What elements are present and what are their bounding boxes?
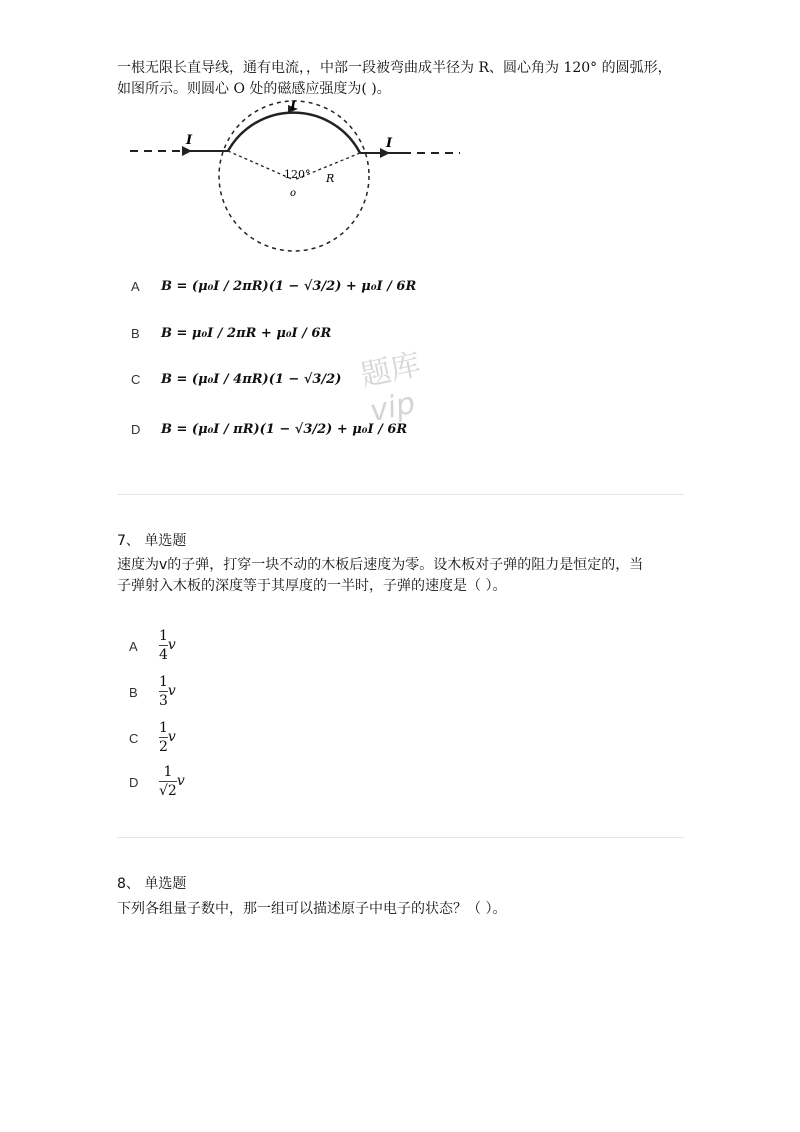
option-letter: D — [131, 422, 141, 437]
q6-stem-line2: 如图所示。则圆心 O 处的磁感应强度为( )。 — [117, 81, 391, 97]
q6-option-b[interactable] — [131, 318, 391, 354]
option-letter: C — [131, 372, 141, 387]
q7-stem — [117, 555, 697, 597]
option-value — [159, 674, 176, 709]
label-current-right: I — [386, 136, 393, 151]
q6-stem-line1: 一根无限长直导线，通有电流，，中部一段被弯曲成半径为 R、圆心角为 120° 的圆弧形， — [117, 60, 672, 76]
q7-header: 7、 单选题 — [117, 533, 187, 549]
q7-option-b[interactable] — [129, 674, 249, 714]
option-letter: C — [129, 731, 139, 746]
option-letter: B — [131, 326, 140, 341]
q7-stem-line2: 子弹射入木板的深度等于其厚度的一半时，子弹的速度是（ ）。 — [117, 578, 507, 594]
q8-header: 8、 单选题 — [117, 876, 187, 892]
divider-q7-q8 — [117, 837, 684, 838]
denominator: √2 — [159, 783, 177, 799]
numerator: 1 — [159, 628, 168, 644]
option-value — [159, 764, 185, 799]
watermark-line2: vip — [366, 385, 419, 430]
denominator: 3 — [159, 693, 168, 709]
option-formula: B = (μ₀I / 4πR)(1 − √3/2) — [161, 372, 342, 387]
option-formula: B = μ₀I / 2πR + μ₀I / 6R — [161, 326, 332, 341]
divider-q6-q7 — [117, 494, 684, 495]
label-center: o — [290, 188, 297, 199]
q6-figure — [120, 100, 470, 260]
q6-stem — [117, 58, 717, 100]
option-value — [159, 720, 176, 755]
q7-option-d[interactable] — [129, 764, 249, 808]
q6-option-a[interactable] — [131, 271, 417, 307]
denominator: 4 — [159, 647, 168, 663]
option-letter: D — [129, 775, 139, 790]
denominator: 2 — [159, 739, 168, 755]
q7-option-c[interactable] — [129, 720, 249, 760]
watermark-line1: 题库 — [357, 347, 424, 394]
option-formula: B = (μ₀I / πR)(1 − √3/2) + μ₀I / 6R — [161, 422, 408, 437]
suffix: v — [167, 683, 176, 699]
option-letter: B — [129, 685, 138, 700]
suffix: v — [167, 637, 176, 653]
q6-option-d[interactable] — [131, 414, 408, 450]
option-letter: A — [129, 639, 138, 654]
numerator: 1 — [159, 674, 168, 690]
q6-option-c[interactable] — [131, 364, 391, 400]
numerator: 1 — [163, 764, 173, 780]
option-formula: B = (μ₀I / 2πR)(1 − √3/2) + μ₀I / 6R — [161, 279, 417, 294]
label-radius: R — [326, 172, 335, 185]
option-letter: A — [131, 279, 140, 294]
label-current-left: I — [186, 133, 193, 148]
solid-arc — [228, 113, 360, 153]
q7-stem-line1: 速度为v的子弹，打穿一块不动的木板后速度为零。设木板对子弹的阻力是恒定的，当 — [117, 557, 644, 573]
numerator: 1 — [159, 720, 168, 736]
label-angle: 120° — [284, 168, 311, 181]
q7-option-a[interactable] — [129, 628, 249, 668]
label-current-arc: I — [290, 100, 297, 114]
q8-stem: 下列各组量子数中，那一组可以描述原子中电子的状态？（ ）。 — [117, 901, 507, 917]
suffix: v — [167, 729, 176, 745]
option-value — [159, 628, 176, 663]
suffix: v — [176, 773, 185, 789]
